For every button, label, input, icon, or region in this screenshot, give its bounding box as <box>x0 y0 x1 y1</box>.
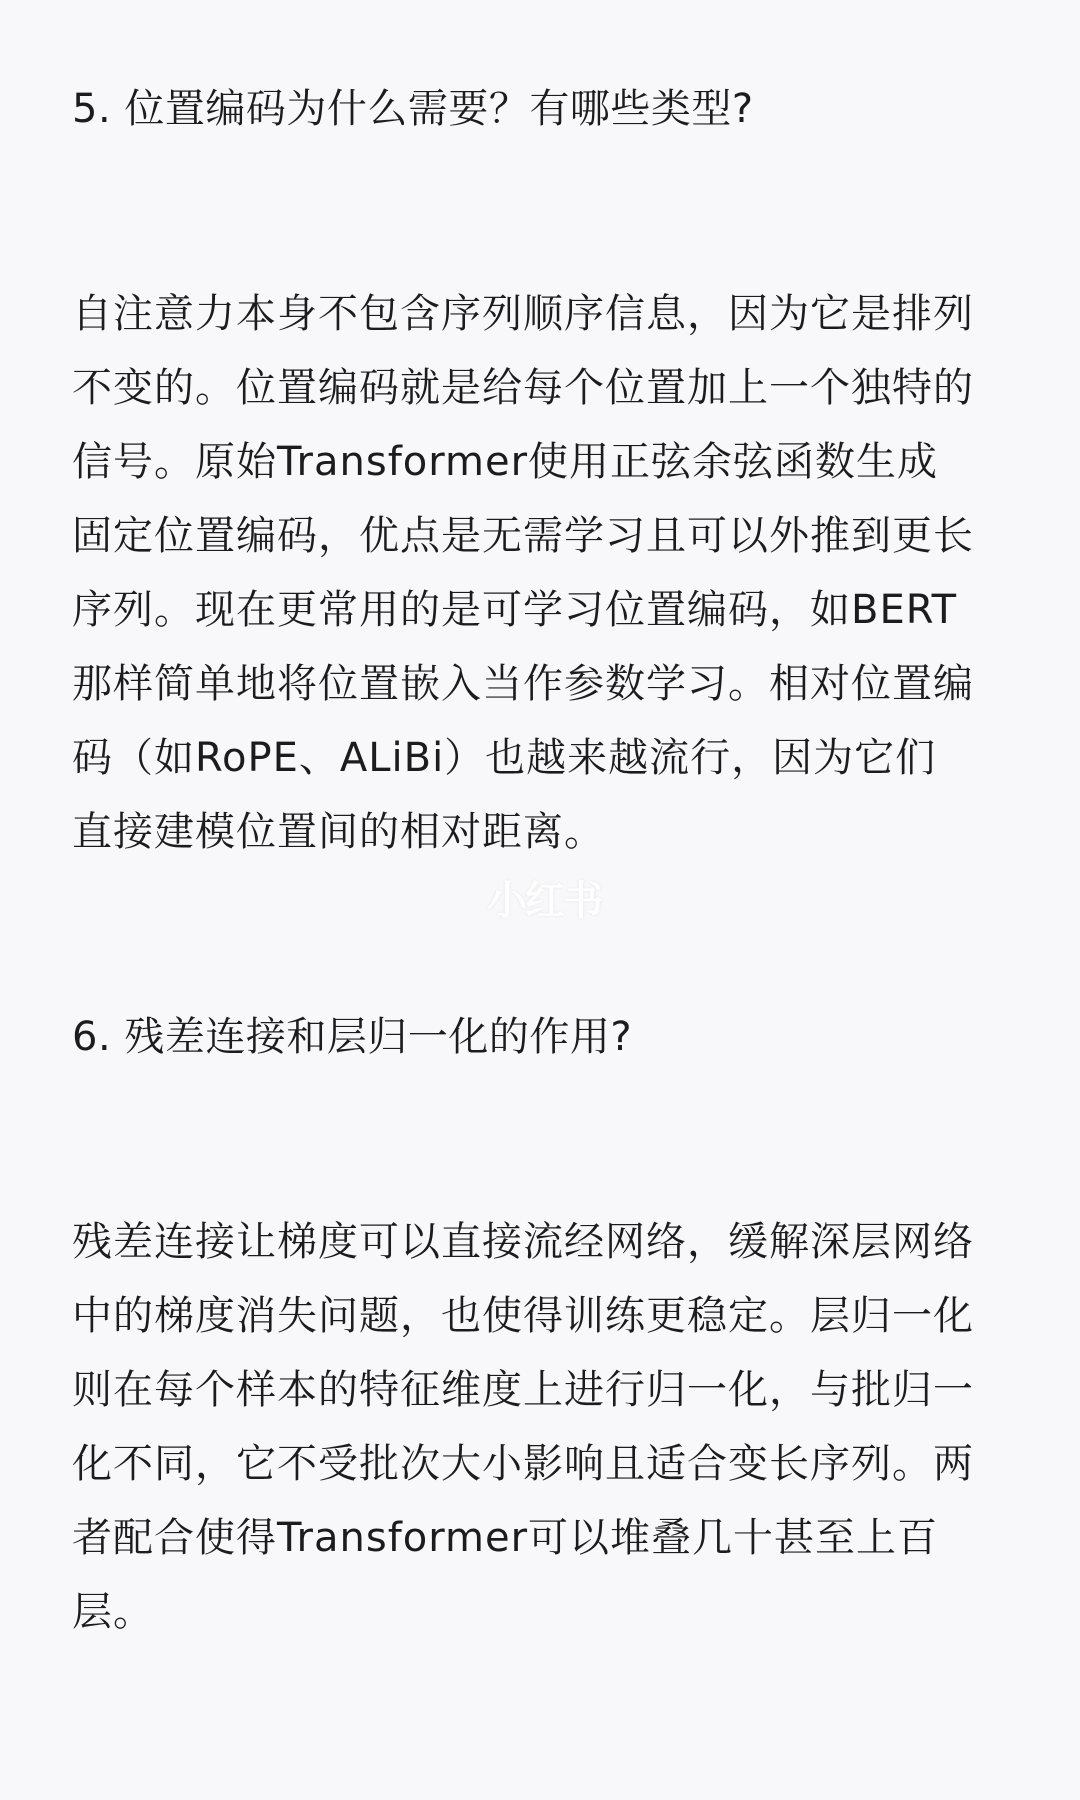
paragraph-line: 码（如RoPE、ALiBi）也越来越流行，因为它们 <box>72 735 937 781</box>
section-5-heading: 5. 位置编码为什么需要？有哪些类型? <box>72 86 754 132</box>
paragraph-line: 中的梯度消失问题，也使得训练更稳定。层归一化 <box>72 1293 974 1339</box>
paragraph-line: 那样简单地将位置嵌入当作参数学习。相对位置编 <box>72 661 974 707</box>
paragraph-line: 自注意力本身不包含序列顺序信息，因为它是排列 <box>72 291 974 337</box>
section-6-paragraph <box>72 1205 1012 1649</box>
paragraph-line: 信号。原始Transformer使用正弦余弦函数生成 <box>72 439 939 485</box>
paragraph-line: 固定位置编码，优点是无需学习且可以外推到更长 <box>72 513 974 559</box>
paragraph-line: 则在每个样本的特征维度上进行归一化，与批归一 <box>72 1367 974 1413</box>
paragraph-line: 层。 <box>72 1589 154 1635</box>
paragraph-line: 直接建模位置间的相对距离。 <box>72 809 605 855</box>
section-6-heading: 6. 残差连接和层归一化的作用? <box>72 1014 633 1060</box>
xiaohongshu-watermark: 小红书 <box>487 878 601 924</box>
paragraph-line: 者配合使得Transformer可以堆叠几十甚至上百 <box>72 1515 939 1561</box>
paragraph-line: 不变的。位置编码就是给每个位置加上一个独特的 <box>72 365 974 411</box>
section-5-paragraph <box>72 277 1012 869</box>
paragraph-line: 序列。现在更常用的是可学习位置编码，如BERT <box>72 587 958 633</box>
paragraph-line: 化不同，它不受批次大小影响且适合变长序列。两 <box>72 1441 974 1487</box>
paragraph-line: 残差连接让梯度可以直接流经网络，缓解深层网络 <box>72 1219 974 1265</box>
